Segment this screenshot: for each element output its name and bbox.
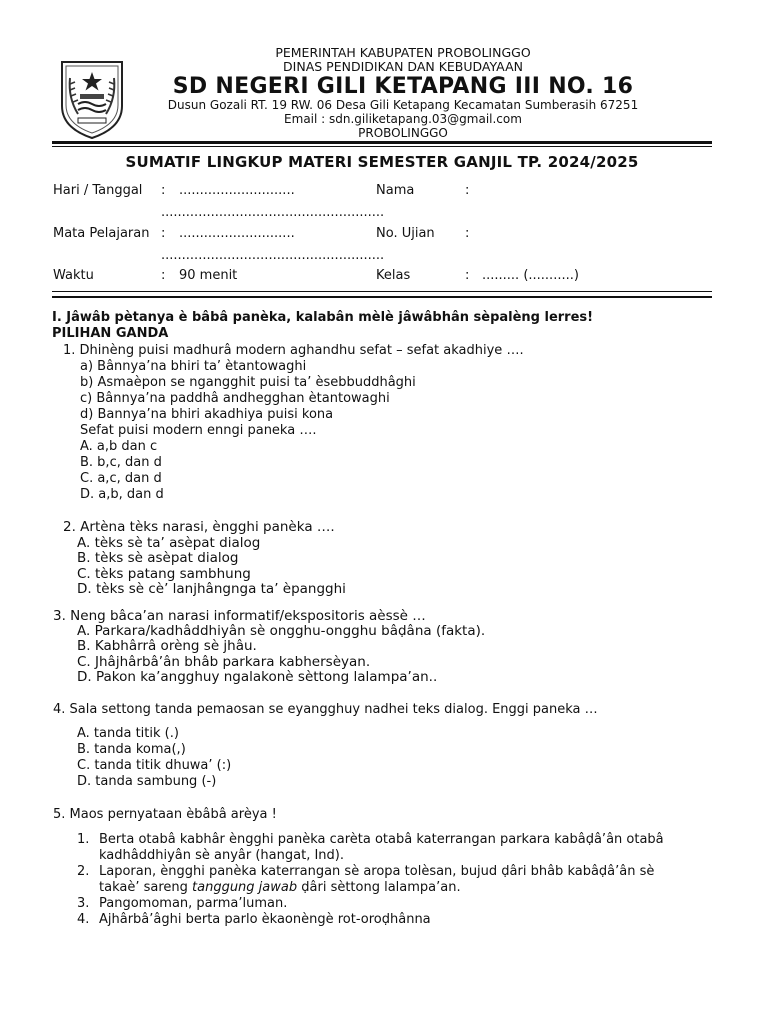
nama-colon: :: [465, 183, 470, 198]
q5-item-text: Ajhârbâ’âghi berta parlo èkaonèngè rot-oroḍhânna: [99, 912, 431, 927]
q2-option: A. tèks sè ta’ asèpat dialog: [77, 535, 261, 551]
q3-option: D. Pakon ka’angghuy ngalakonè sèttong lalampa’an..: [77, 669, 438, 685]
q1-stem: 1. Dhinèng puisi madhurâ modern aghandhu sefat – sefat akadhiye ….: [63, 343, 524, 358]
q5-item-text: [99, 880, 461, 896]
q5-item-text: Berta otabâ kabhâr èngghi panèka carèta otabâ katerrangan parkara kabâḍâ’ân otabâ: [99, 832, 664, 847]
q5-item-text-part: takaè’ sareng: [99, 880, 193, 895]
waktu-colon: :: [161, 268, 166, 283]
q3-stem: 3. Neng bâca’an narasi informatif/ekspositoris aèssè …: [53, 608, 426, 624]
q1-answer: B. b,c, dan d: [80, 455, 162, 470]
q1-subquestion: Sefat puisi modern enngi paneka ….: [80, 423, 317, 438]
header-divider: [52, 141, 712, 144]
mapel-colon: :: [161, 226, 166, 241]
q5-item-number: 1.: [77, 832, 90, 847]
q5-stem: 5. Maos pernyataan èbâbâ arèya !: [53, 807, 277, 822]
q5-item-number: 3.: [77, 896, 90, 911]
q5-item-emphasis: tanggung jawab: [192, 880, 298, 895]
noujian-colon: :: [465, 226, 470, 241]
regency-emblem-icon: [56, 58, 128, 140]
q5-item-number: 2.: [77, 864, 90, 879]
q2-option: B. tèks sè asèpat dialog: [77, 550, 239, 566]
q4-option: D. tanda sambung (-): [77, 774, 217, 789]
q2-option: D. tèks sè cè’ lanjhângnga ta’ èpangghi: [77, 581, 346, 597]
school-address: Dusun Gozali RT. 19 RW. 06 Desa Gili Ketapang Kecamatan Sumberasih 67251: [167, 98, 639, 112]
q1-option: b) Asmaèpon se ngangghit puisi ta’ èsebbuddhâghi: [80, 375, 416, 390]
q2-option: C. tèks patang sambhung: [77, 566, 251, 582]
hari-label: Hari / Tanggal: [53, 183, 143, 198]
hari-dots: ............................: [179, 183, 295, 198]
section-instruction: I. Jâwâb pètanya è bâbâ panèka, kalabân mèlè jâwâbhân sèpalèng lerres!: [52, 310, 594, 325]
hari-colon: :: [161, 183, 166, 198]
section-heading: PILIHAN GANDA: [52, 326, 169, 341]
kelas-value: ......... (...........): [482, 268, 579, 283]
q1-option: c) Bânnya’na paddhâ andhegghan ètantowaghi: [80, 391, 390, 406]
q4-option: A. tanda titik (.): [77, 726, 179, 741]
q3-option: C. Jhâjhârbâ’ân bhâb parkara kabhersèyan.: [77, 654, 371, 670]
q5-item-number: 4.: [77, 912, 90, 927]
school-name: SD NEGERI GILI KETAPANG III NO. 16: [172, 74, 634, 99]
q1-answer: D. a,b, dan d: [80, 487, 164, 502]
nama-label: Nama: [376, 183, 415, 198]
q3-option: B. Kabhârrâ orèng sè jhâu.: [77, 638, 257, 654]
identity-divider: [52, 296, 712, 298]
logo: [56, 58, 128, 140]
q1-answer: A. a,b dan c: [80, 439, 158, 454]
q1-option: a) Bânnya’na bhiri ta’ ètantowaghi: [80, 359, 307, 374]
identity-divider-thin: [52, 291, 712, 292]
q5-item-text-part: ḍâri sèttong lalampa’an.: [297, 880, 461, 895]
q2-stem: 2. Artèna tèks narasi, èngghi panèka ….: [63, 519, 335, 535]
mapel-dots: ............................: [179, 226, 295, 241]
q4-stem: 4. Sala settong tanda pemaosan se eyangghuy nadhei teks dialog. Enggi paneka …: [53, 702, 598, 717]
header-line1: PEMERINTAH KABUPATEN PROBOLINGGO: [275, 45, 531, 60]
q5-item-text: Pangomoman, parma’luman.: [99, 896, 288, 911]
kelas-label: Kelas: [376, 268, 411, 283]
q3-option: A. Parkara/kadhâddhiyân sè ongghu-ongghu bâḍâna (fakta).: [77, 623, 486, 639]
q1-answer: C. a,c, dan d: [80, 471, 162, 486]
header-line2: DINAS PENDIDIKAN DAN KEBUDAYAAN: [283, 59, 523, 74]
school-email: Email : sdn.giliketapang.03@gmail.com: [284, 112, 522, 126]
q5-item-text: Laporan, èngghi panèka katerrangan sè aropa tolèsan, bujud ḍâri bhâb kabâḍâ’ân sè: [99, 864, 655, 879]
q4-option: C. tanda titik dhuwa’ (:): [77, 758, 232, 773]
waktu-value: 90 menit: [179, 268, 238, 283]
header-divider-thin: [52, 146, 712, 147]
q5-item-text: kadhâddhiyân sè anyâr (hangat, Ind).: [99, 848, 344, 863]
kelas-colon: :: [465, 268, 470, 283]
q4-option: B. tanda koma(,): [77, 742, 186, 757]
noujian-dots: ......................................................: [161, 248, 385, 263]
nama-dots: ......................................................: [161, 205, 385, 220]
waktu-label: Waktu: [53, 268, 94, 283]
mapel-label: Mata Pelajaran: [53, 226, 150, 241]
school-city: PROBOLINGGO: [358, 126, 448, 140]
noujian-label: No. Ujian: [376, 226, 435, 241]
q1-option: d) Bannya’na bhiri akadhiya puisi kona: [80, 407, 334, 422]
exam-title: SUMATIF LINGKUP MATERI SEMESTER GANJIL TP. 2024/2025: [125, 153, 639, 171]
